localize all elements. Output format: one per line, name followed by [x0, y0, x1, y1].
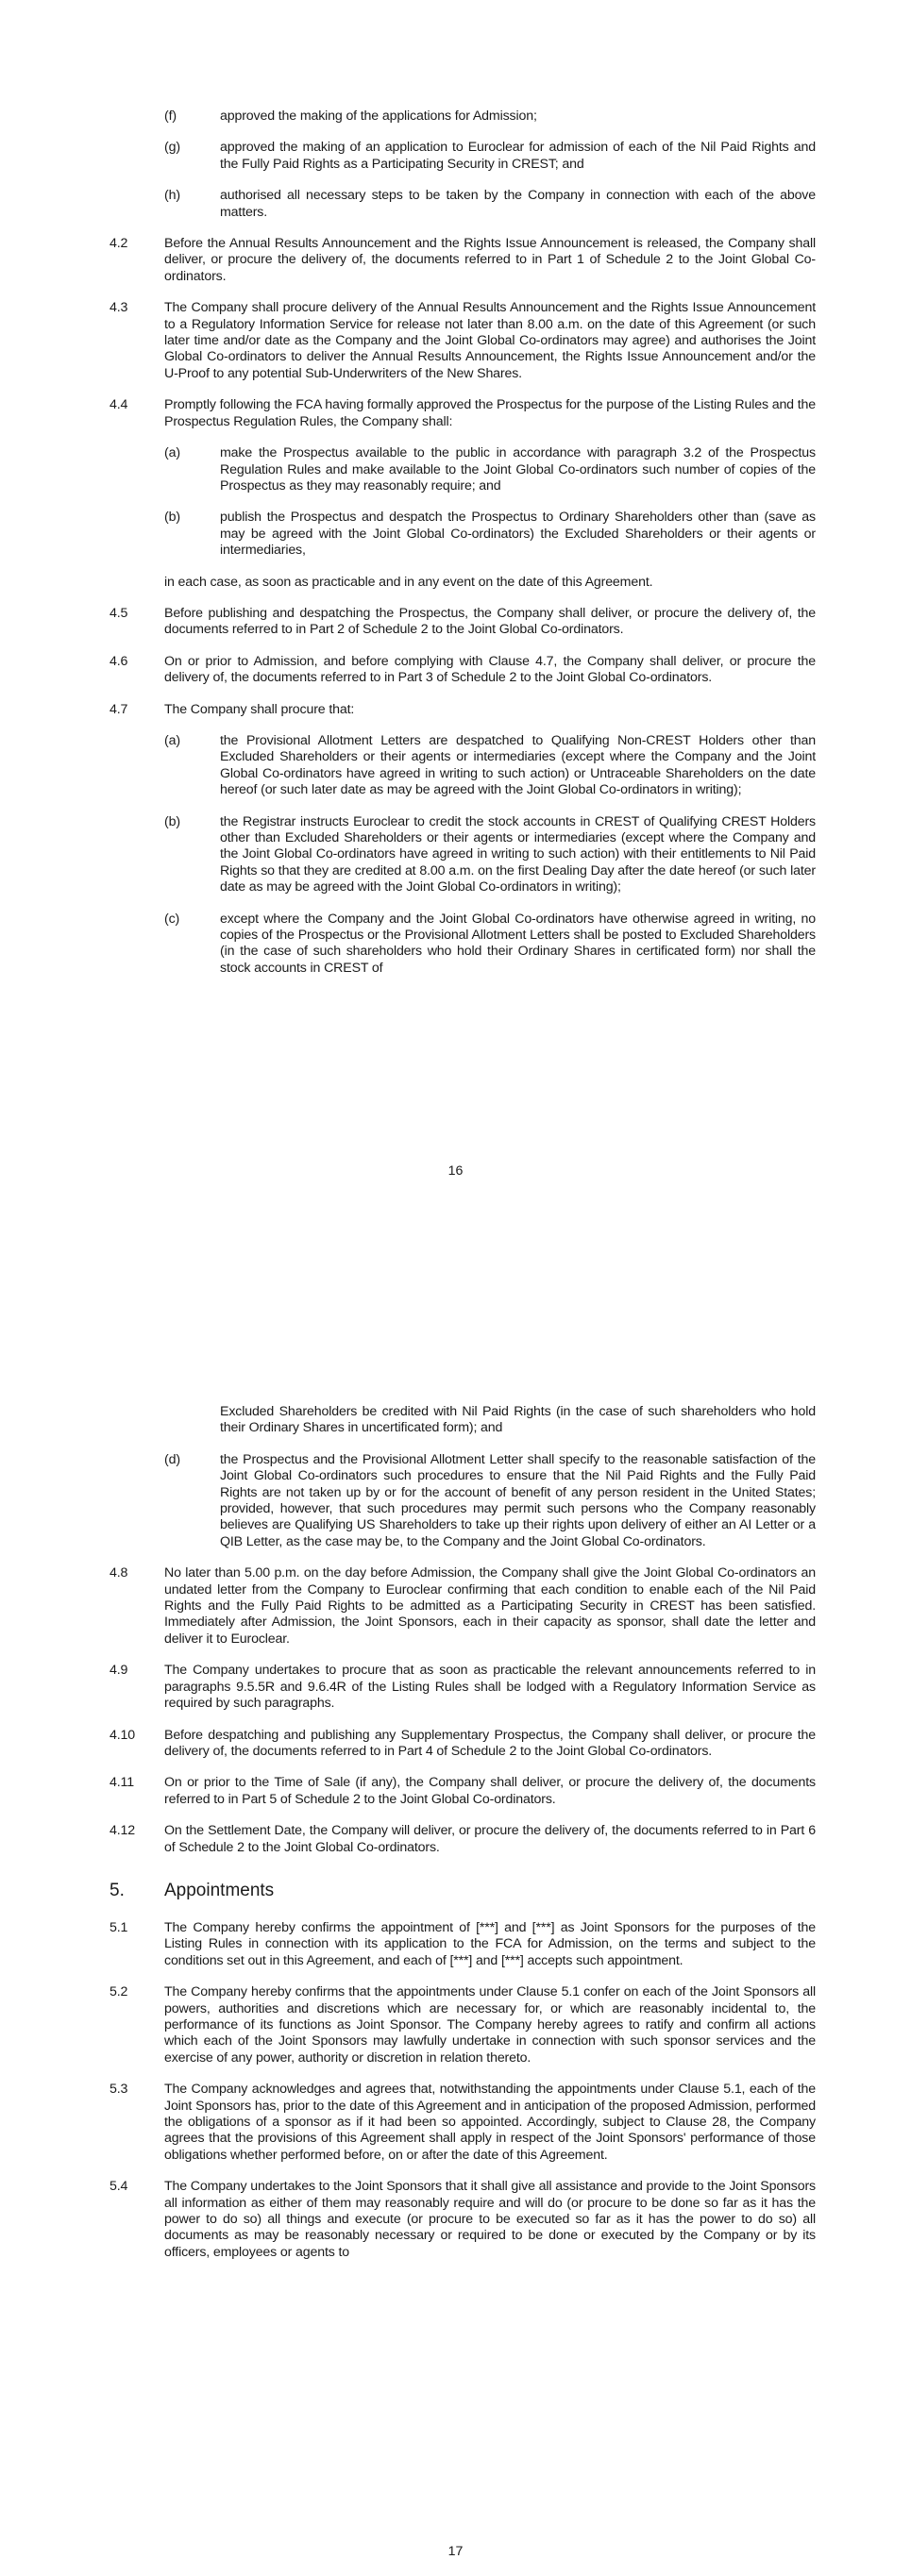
sub-clause-label: (h)	[164, 188, 180, 204]
clause-number: 5.4	[110, 2179, 128, 2195]
clause-5-1	[110, 1919, 816, 1969]
sub-clause-label: (b)	[164, 813, 180, 829]
clause-text: The Company shall procure delivery of the Annual Results Announcement and the Rights Issue Announcement to a Regulatory Information Service for release not later than 8.00 a.m. on the date of this Agreement (or such later time and/or date as the Company and the Joint Global Co-ordinators may agree) and authorises the Joint Global Co-ordinators to deliver the Annual Results Announcement, the Rights Issue Announcement and/or the U-Proof to any potential Sub-Underwriters of the New Shares.	[164, 300, 816, 381]
clause-4-6	[110, 653, 816, 687]
clause-number: 4.7	[110, 701, 128, 717]
sub-clause	[164, 109, 816, 125]
document-page-17	[0, 1283, 911, 2576]
sub-clause	[164, 445, 816, 494]
clause-text: The Company undertakes to procure that as soon as practicable the relevant announcements referred to in paragraphs 9.5.5R and 9.6.4R of the Listing Rules shall be lodged with a Regulatory Information Service as required by such paragraphs.	[164, 1663, 816, 1712]
clause-text: The Company shall procure that:	[164, 701, 355, 717]
clause-text: The Company hereby confirms that the appointments under Clause 5.1 confer on each of the Joint Sponsors all powers, authorities and discretions which are necessary for, or which are reasonably incidental to, the performance of its functions as Joint Sponsor. The Company hereby agrees to ratify and confirm all actions which each of the Joint Sponsors may lawfully undertake in connection with such sponsor services and the exercise of any power, authority or discretion in relation thereto.	[164, 1984, 816, 2066]
document-page-16	[0, 0, 911, 1283]
clause-4-7	[110, 701, 816, 718]
clause-number: 4.3	[110, 300, 128, 316]
clause-number: 4.6	[110, 653, 128, 669]
sub-clause-continuation: Excluded Shareholders be credited with Nil Paid Rights (in the case of such shareholders who hold their Ordinary Shares in uncertificated form); and	[220, 1404, 816, 1436]
sub-clause-text: the Prospectus and the Provisional Allotment Letter shall specify to the reasonable satisfaction of the Joint Global Co-ordinators such procedures to ensure that the Nil Paid Rights and the Fully Paid Rights are not taken up by or for the account of benefit of any person resident in the United States; provided, however, that such procedures may permit such persons who the Company reasonably believes are Qualifying US Shareholders to take up their rights upon delivery of either an AI Letter or a QIB Letter, as the case may be, to the Company and the Joint Global Co-ordinators.	[220, 1451, 816, 1549]
clause-number: 4.4	[110, 397, 128, 413]
sub-clause-label: (g)	[164, 140, 180, 156]
clause-number: 5.3	[110, 2082, 128, 2098]
clause-text: The Company acknowledges and agrees that, notwithstanding the appointments under Clause 5.1, each of the Joint Sponsors has, prior to the date of this Agreement and in anticipation of the proposed Admission, performed the obligations of a sponsor as if it had been so appointed. Accordingly, subject to Clause 28, the Company agrees that the provisions of this Agreement shall apply in respect of the Joint Sponsors' performance of those obligations whether performed before, on or after the date of this Agreement.	[164, 2082, 816, 2163]
sub-clause-label: (a)	[164, 732, 180, 748]
clause-number: 4.10	[110, 1727, 136, 1743]
section-heading-appointments	[110, 1880, 816, 1901]
clause-4-2	[110, 236, 816, 285]
sub-clause	[164, 188, 816, 221]
clause-text: On or prior to Admission, and before complying with Clause 4.7, the Company shall deliver, or procure the delivery of, the documents referred to in Part 3 of Schedule 2 to the Joint Global Co-ordinators.	[164, 653, 816, 686]
clause-4-5	[110, 605, 816, 639]
continuation-text: in each case, as soon as practicable and in any event on the date of this Agreement.	[164, 574, 653, 590]
clause-text: The Company undertakes to the Joint Sponsors that it shall give all assistance and provide to the Joint Sponsors all information as either of them may reasonably require and will do (or procure to be done so far as it has the power to do so) all things and execute (or procure to be executed so far as it has the power to do so) all documents as may be reasonably necessary or required to be done or executed by the Company or by its officers, employees or agents to	[164, 2179, 816, 2260]
clause-5-2	[110, 1984, 816, 2066]
sub-clause-text: publish the Prospectus and despatch the Prospectus to Ordinary Shareholders other than (save as may be agreed with the Joint Global Co-ordinators) the Excluded Shareholders or their agents or intermediaries,	[220, 510, 816, 559]
sub-clause-text: the Registrar instructs Euroclear to credit the stock accounts in CREST of Qualifying CREST Holders other than Excluded Shareholders or their agents or intermediaries (except where the Company and the Joint Global Co-ordinators have agreed in writing to such action) with their entitlements to Nil Paid Rights so that they are credited at 8.00 a.m. on the first Dealing Day after the date hereof (or such later date as may be agreed with the Joint Global Co-ordinators in writing);	[220, 813, 816, 895]
sub-clause-label: (c)	[164, 911, 180, 927]
sub-clause-text: except where the Company and the Joint Global Co-ordinators have otherwise agreed in writing, no copies of the Prospectus or the Provisional Allotment Letters shall be posted to Excluded Shareholders (in the case of such shareholders who hold their Ordinary Shares in certificated form) nor shall the stock accounts in CREST of	[220, 911, 816, 976]
sub-clause-text: approved the making of the applications for Admission;	[220, 109, 537, 124]
clause-4-4	[110, 397, 816, 430]
clause-4-9	[110, 1663, 816, 1712]
clause-number: 4.5	[110, 605, 128, 621]
page-number: 16	[447, 1163, 464, 1179]
clause-number: 4.12	[110, 1823, 136, 1839]
sub-clause-label: (a)	[164, 445, 180, 461]
sub-clause-text: the Provisional Allotment Letters are despatched to Qualifying Non-CREST Holders other than Excluded Shareholders or their agents or intermediaries (except where the Company and the Joint Global Co-ordinators have agreed in writing to such action) or Untraceable Shareholders on the date hereof (or such later date as may be agreed with the Joint Global Co-ordinators in writing);	[220, 732, 816, 798]
sub-clause-text: make the Prospectus available to the public in accordance with paragraph 3.2 of the Prospectus Regulation Rules and make available to the Joint Global Co-ordinators such number of copies of the Prospectus as they may reasonably require; and	[220, 445, 816, 493]
clause-text: On or prior to the Time of Sale (if any), the Company shall deliver, or procure the delivery of, the documents referred to in Part 5 of Schedule 2 to the Joint Global Co-ordinators.	[164, 1775, 816, 1807]
clause-5-3	[110, 2082, 816, 2164]
clause-4-11	[110, 1775, 816, 1808]
clause-text: The Company hereby confirms the appointment of [***] and [***] as Joint Sponsors for the purposes of the Listing Rules in connection with its application to the FCA for Admission, on the terms and subject to the conditions set out in this Agreement, and each of [***] and [***] accepts such appointment.	[164, 1919, 816, 1968]
clause-5-4	[110, 2179, 816, 2261]
clause-text: Before despatching and publishing any Supplementary Prospectus, the Company shall deliver, or procure the delivery of, the documents referred to in Part 4 of Schedule 2 to the Joint Global Co-ordinators.	[164, 1727, 816, 1759]
clause-text: No later than 5.00 p.m. on the day before Admission, the Company shall give the Joint Global Co-ordinators an undated letter from the Company to Euroclear confirming that each condition to enable each of the Nil Paid Rights and the Fully Paid Rights to be admitted as a Participating Security in CREST has been satisfied. Immediately after Admission, the Joint Sponsors, each in their capacity as sponsor, shall date the letter and deliver it to Euroclear.	[164, 1565, 816, 1647]
clause-text: Before the Annual Results Announcement and the Rights Issue Announcement is released, the Company shall deliver, or procure the delivery of, the documents referred to in Part 1 of Schedule 2 to the Joint Global Co-ordinators.	[164, 236, 816, 284]
clause-4-3	[110, 300, 816, 382]
sub-clause-text: authorised all necessary steps to be taken by the Company in connection with each of the above matters.	[220, 188, 816, 220]
clause-number: 4.11	[110, 1775, 134, 1791]
sub-clause	[164, 732, 816, 799]
sub-clause	[164, 140, 816, 173]
clause-text: On the Settlement Date, the Company will deliver, or procure the delivery of, the documents referred to in Part 6 of Schedule 2 to the Joint Global Co-ordinators.	[164, 1823, 816, 1855]
sub-clause	[164, 911, 816, 978]
clause-number: 5.1	[110, 1919, 128, 1935]
sub-clause	[164, 510, 816, 559]
sub-clause	[164, 813, 816, 896]
clause-number: 5.2	[110, 1984, 128, 2000]
clause-4-12	[110, 1823, 816, 1856]
sub-clause-label: (b)	[164, 510, 180, 526]
clause-number: 4.2	[110, 236, 128, 252]
clause-number: 4.8	[110, 1565, 128, 1581]
section-title: Appointments	[164, 1880, 275, 1900]
sub-clause-text: approved the making of an application to Euroclear for admission of each of the Nil Paid Rights and the Fully Paid Rights as a Participating Security in CREST; and	[220, 140, 816, 172]
clause-text: Before publishing and despatching the Prospectus, the Company shall deliver, or procure the delivery of, the documents referred to in Part 2 of Schedule 2 to the Joint Global Co-ordinators.	[164, 605, 816, 638]
clause-text: Promptly following the FCA having formally approved the Prospectus for the purpose of the Listing Rules and the Prospectus Regulation Rules, the Company shall:	[164, 397, 816, 429]
page-body	[0, 109, 911, 977]
page-body	[0, 1404, 911, 2261]
sub-clause	[164, 1451, 816, 1550]
section-number: 5.	[110, 1880, 125, 1900]
sub-clause-label: (d)	[164, 1451, 180, 1467]
clause-number: 4.9	[110, 1663, 128, 1679]
page-number: 17	[447, 2544, 464, 2559]
sub-clause-label: (f)	[164, 109, 177, 124]
clause-4-8	[110, 1565, 816, 1648]
clause-4-10	[110, 1727, 816, 1761]
